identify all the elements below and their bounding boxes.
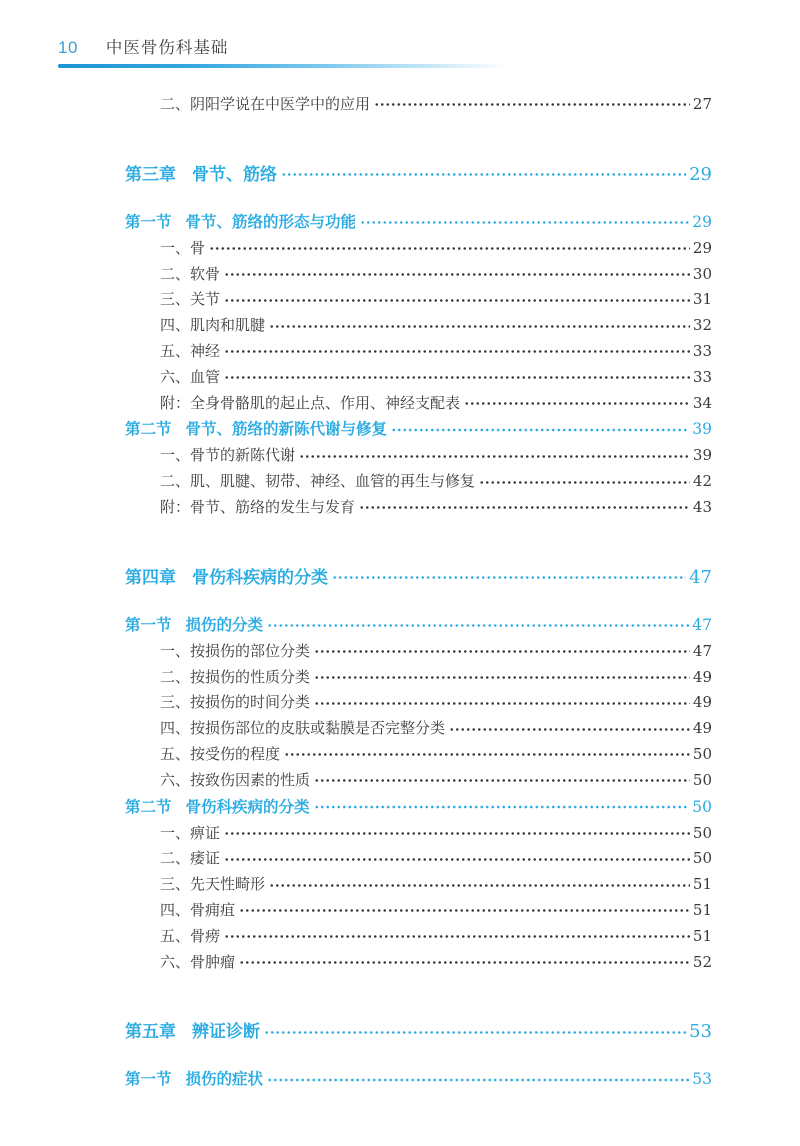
toc-entry [125,262,712,288]
toc-entry-title: 附：全身骨骼肌的起止点、作用、神经支配表 [160,393,461,412]
toc-entry [125,872,712,898]
toc-entry-page: 42 [692,472,712,491]
dot-leader [314,670,690,685]
toc-entry-page: 53 [689,1021,712,1043]
dot-leader [224,344,690,359]
toc-entry-title: 四、按损伤部位的皮肤或黏膜是否完整分类 [160,719,446,738]
dot-leader [224,826,690,841]
dot-leader [269,878,690,893]
toc-entry [125,612,712,639]
header-gradient-rule [58,64,505,68]
toc-entry-title: 六、骨肿瘤 [160,952,236,971]
dot-leader [449,722,690,737]
toc-entry-title: 三、按损伤的时间分类 [160,693,311,712]
dot-leader [374,97,690,112]
toc-entry-title: 二、阴阳学说在中医学中的应用 [160,95,371,113]
toc-entry [125,716,712,742]
dot-leader [224,929,690,944]
toc-entry-number: 第二节 [125,798,172,816]
toc-entry-page: 34 [692,393,712,412]
toc-entry-page: 52 [692,952,712,971]
toc-entry [125,898,712,924]
toc-entry-number: 第二节 [125,421,172,439]
toc-entry [125,1066,712,1093]
dot-leader [314,644,690,659]
toc-entry [125,742,712,768]
toc-entry-page: 49 [692,667,712,686]
toc-entry [125,287,712,313]
dot-leader [224,370,690,385]
toc-entry-title: 损伤的症状 [185,1071,264,1089]
toc-entry [125,1017,712,1047]
toc-entry-title: 四、骨痈疽 [160,900,236,919]
toc-entry [125,391,712,417]
dot-leader [267,1072,689,1088]
toc-entry [125,443,712,469]
toc-entry-title: 一、痹证 [160,823,221,842]
folio-page-number: 10 [58,38,78,57]
toc-entry [125,416,712,443]
dot-leader [239,955,690,970]
toc-entry-page: 47 [692,615,712,634]
toc-entry [125,846,712,872]
toc-entry-title: 骨节、筋络的形态与功能 [185,213,357,231]
toc-entry-page: 29 [692,212,712,231]
toc-entry-number: 第四章 [125,567,176,587]
toc-entry-page: 47 [689,566,712,588]
toc-entry-page: 49 [692,719,712,738]
toc-entry-title: 二、痿证 [160,849,221,868]
toc-entry [125,339,712,365]
toc-entry-title: 二、软骨 [160,264,221,283]
toc-entry-title: 一、按损伤的部位分类 [160,641,311,660]
toc-entry-title: 附：骨节、筋络的发生与发育 [160,497,356,516]
toc-entry [125,950,712,976]
toc-entry [125,209,712,236]
toc-entry [125,365,712,391]
dot-leader [224,852,690,867]
toc-entry-page: 39 [692,446,712,465]
toc-list [125,92,712,1093]
dot-leader [359,500,690,515]
toc-entry-page: 50 [692,823,712,842]
toc-entry-title: 二、肌、肌腱、韧带、神经、血管的再生与修复 [160,472,476,491]
toc-entry-title: 辨证诊断 [192,1022,260,1042]
toc-entry-page: 27 [692,95,712,113]
toc-entry-title: 五、神经 [160,341,221,360]
toc-entry-page: 32 [692,316,712,335]
toc-entry-number: 第一节 [125,616,172,634]
toc-entry [125,924,712,950]
toc-entry-page: 39 [692,420,712,439]
toc-entry-page: 50 [692,797,712,816]
toc-entry-number: 第五章 [125,1022,176,1042]
toc-entry-title: 四、肌肉和肌腱 [160,316,266,335]
dot-leader [284,747,690,762]
toc-entry-title: 五、按受伤的程度 [160,744,281,763]
dot-leader [269,319,690,334]
toc-entry-title: 一、骨 [160,238,206,257]
dot-leader [299,449,690,464]
dot-leader [360,215,689,231]
toc-entry-title: 损伤的分类 [185,616,264,634]
toc-entry-page: 51 [692,875,712,894]
toc-entry [125,768,712,794]
dot-leader [391,422,689,438]
toc-entry-page: 31 [692,290,712,309]
toc-entry [125,563,712,593]
toc-entry [125,821,712,847]
toc-entry-number: 第三章 [125,164,176,184]
toc-entry-title: 三、关节 [160,290,221,309]
toc-entry [125,92,712,118]
toc-entry-title: 六、血管 [160,367,221,386]
toc-entry-page: 50 [692,744,712,763]
toc-entry [125,313,712,339]
toc-entry-page: 33 [692,341,712,360]
dot-leader [267,618,689,634]
book-title: 中医骨伤科基础 [105,39,229,57]
toc-entry-page: 49 [692,693,712,712]
toc-entry-page: 29 [692,238,712,257]
dot-leader [239,903,690,918]
dot-leader [332,569,686,586]
dot-leader [224,267,690,282]
toc-entry-number: 第一节 [125,1071,172,1089]
toc-entry-page: 33 [692,367,712,386]
dot-leader [209,241,690,256]
toc-entry [125,469,712,495]
dot-leader [314,696,690,711]
toc-entry-title: 二、按损伤的性质分类 [160,667,311,686]
dot-leader [464,396,690,411]
dot-leader [224,293,690,308]
toc-entry-page: 43 [692,497,712,516]
dot-leader [314,773,690,788]
toc-entry-page: 47 [692,641,712,660]
toc-entry-page: 51 [692,926,712,945]
toc-entry-title: 六、按致伤因素的性质 [160,770,311,789]
toc-entry-title: 骨伤科疾病的分类 [192,567,328,587]
running-header [0,0,800,68]
dot-leader [281,166,686,183]
dot-leader [479,475,690,490]
toc-entry [125,236,712,262]
toc-entry-page: 53 [692,1070,712,1089]
toc-entry [125,160,712,190]
toc-entry [125,665,712,691]
toc-entry [125,690,712,716]
dot-leader [314,799,690,815]
toc-entry [125,495,712,521]
toc-entry-title: 骨节、筋络 [192,164,277,184]
toc-entry [125,639,712,665]
toc-entry-title: 一、骨节的新陈代谢 [160,446,296,465]
toc-entry-page: 51 [692,900,712,919]
dot-leader [264,1024,686,1041]
toc-entry-page: 50 [692,849,712,868]
toc-entry-title: 三、先天性畸形 [160,875,266,894]
toc-entry [125,794,712,821]
toc-entry-title: 骨节、筋络的新陈代谢与修复 [185,421,388,439]
toc-entry-page: 50 [692,770,712,789]
toc-entry-number: 第一节 [125,213,172,231]
toc-entry-title: 五、骨痨 [160,926,221,945]
toc-entry-page: 29 [689,163,712,185]
toc-entry-title: 骨伤科疾病的分类 [185,798,310,816]
toc-entry-page: 30 [692,264,712,283]
